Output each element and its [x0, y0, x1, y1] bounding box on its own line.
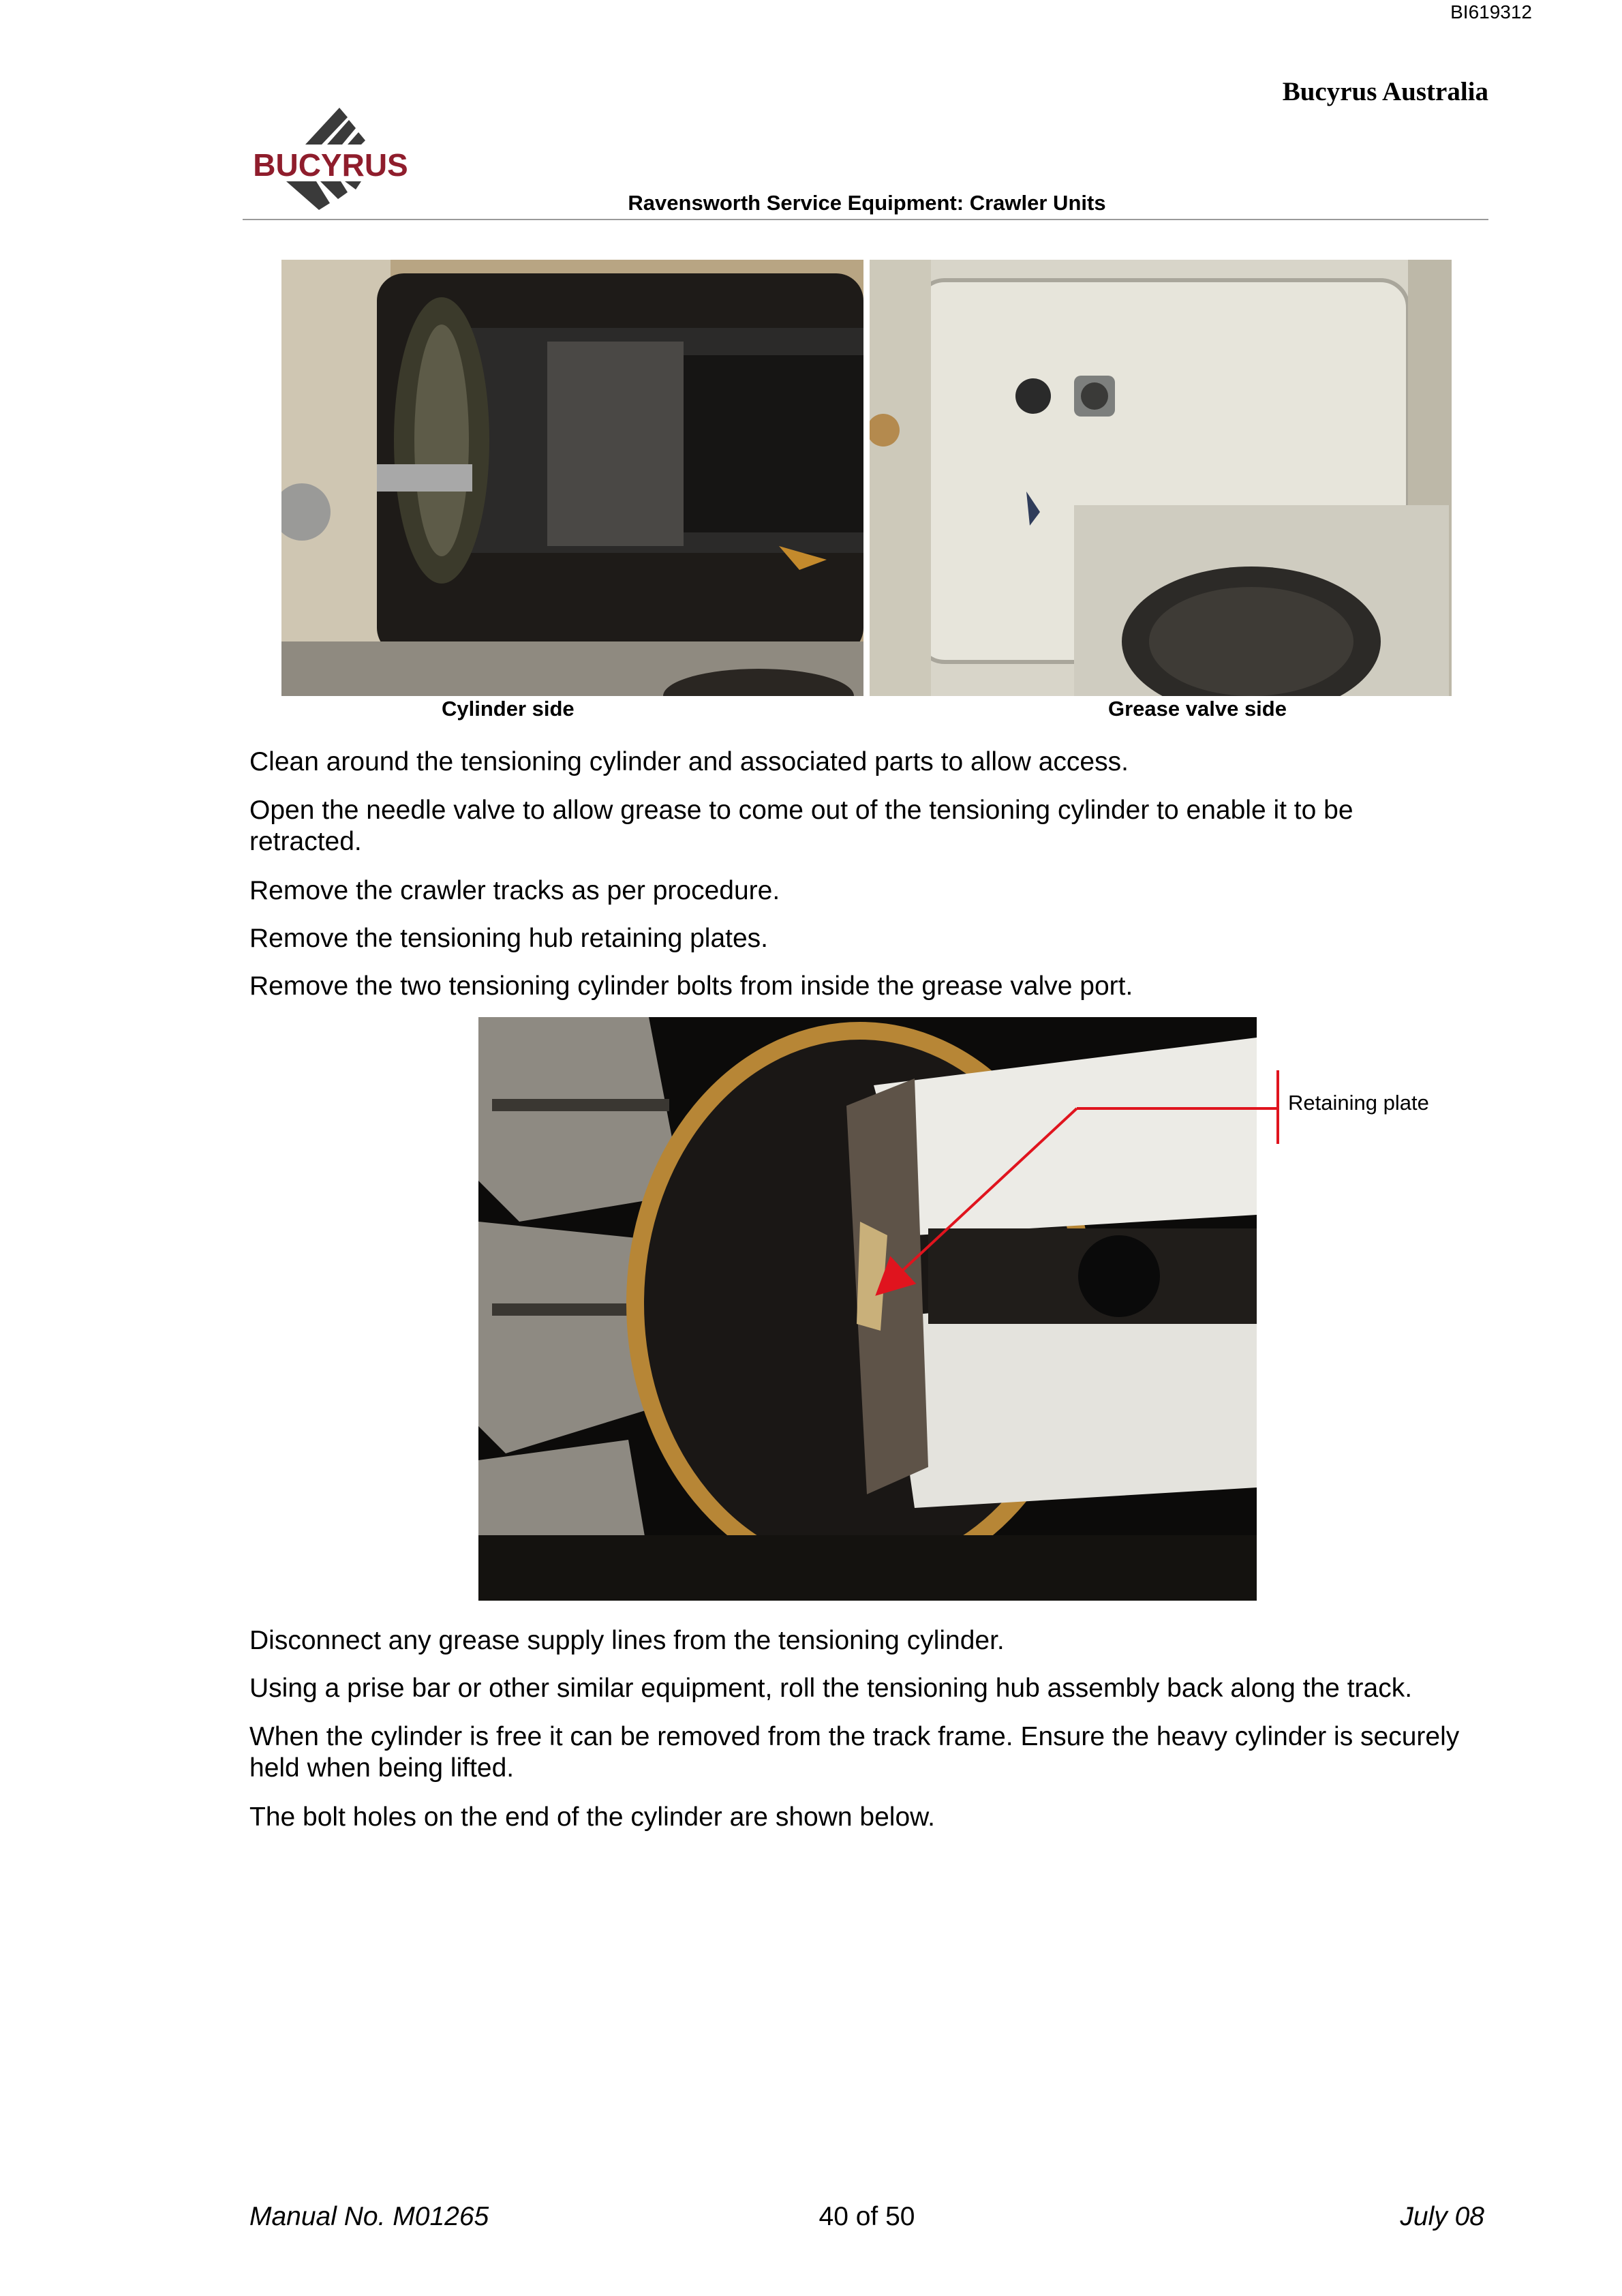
instruction-paragraph: Remove the tensioning hub retaining plates. [249, 924, 768, 953]
grease-valve-side-photo [870, 260, 1452, 696]
header-title: Ravensworth Service Equipment: Crawler Units [628, 191, 1106, 215]
instruction-paragraph: Clean around the tensioning cylinder and associated parts to allow access. [249, 747, 1129, 776]
instruction-paragraph: Disconnect any grease supply lines from the tensioning cylinder. [249, 1626, 1005, 1655]
instruction-paragraph: Remove the two tensioning cylinder bolts from inside the grease valve port. [249, 971, 1133, 1001]
caption-cylinder-side: Cylinder side [442, 697, 575, 721]
footer-date: July 08 [1400, 2202, 1484, 2231]
caption-grease-valve-side: Grease valve side [1108, 697, 1287, 721]
tensioning-hub-photo [478, 1017, 1257, 1601]
header-divider [243, 219, 1488, 220]
instruction-paragraph: Using a prise bar or other similar equipment, roll the tensioning hub assembly back along the track. [249, 1674, 1413, 1703]
instruction-paragraph: Remove the crawler tracks as per procedure. [249, 876, 780, 905]
cylinder-side-photo [281, 260, 863, 696]
retaining-plate-label: Retaining plate [1288, 1091, 1429, 1115]
manual-number: Manual No. M01265 [249, 2202, 489, 2231]
logo-wordmark: BUCYRUS [253, 147, 408, 183]
instruction-paragraph: The bolt holes on the end of the cylinder are shown below. [249, 1802, 935, 1832]
company-name: Bucyrus Australia [1282, 77, 1488, 106]
document-id: BI619312 [1450, 1, 1532, 22]
instruction-paragraph: Open the needle valve to allow grease to come out of the tensioning cylinder to enable it to be retracted. [249, 796, 1353, 856]
page-number: 40 of 50 [818, 2202, 915, 2231]
instruction-paragraph: When the cylinder is free it can be removed from the track frame. Ensure the heavy cylinder is securely held when being lifted. [249, 1722, 1460, 1783]
